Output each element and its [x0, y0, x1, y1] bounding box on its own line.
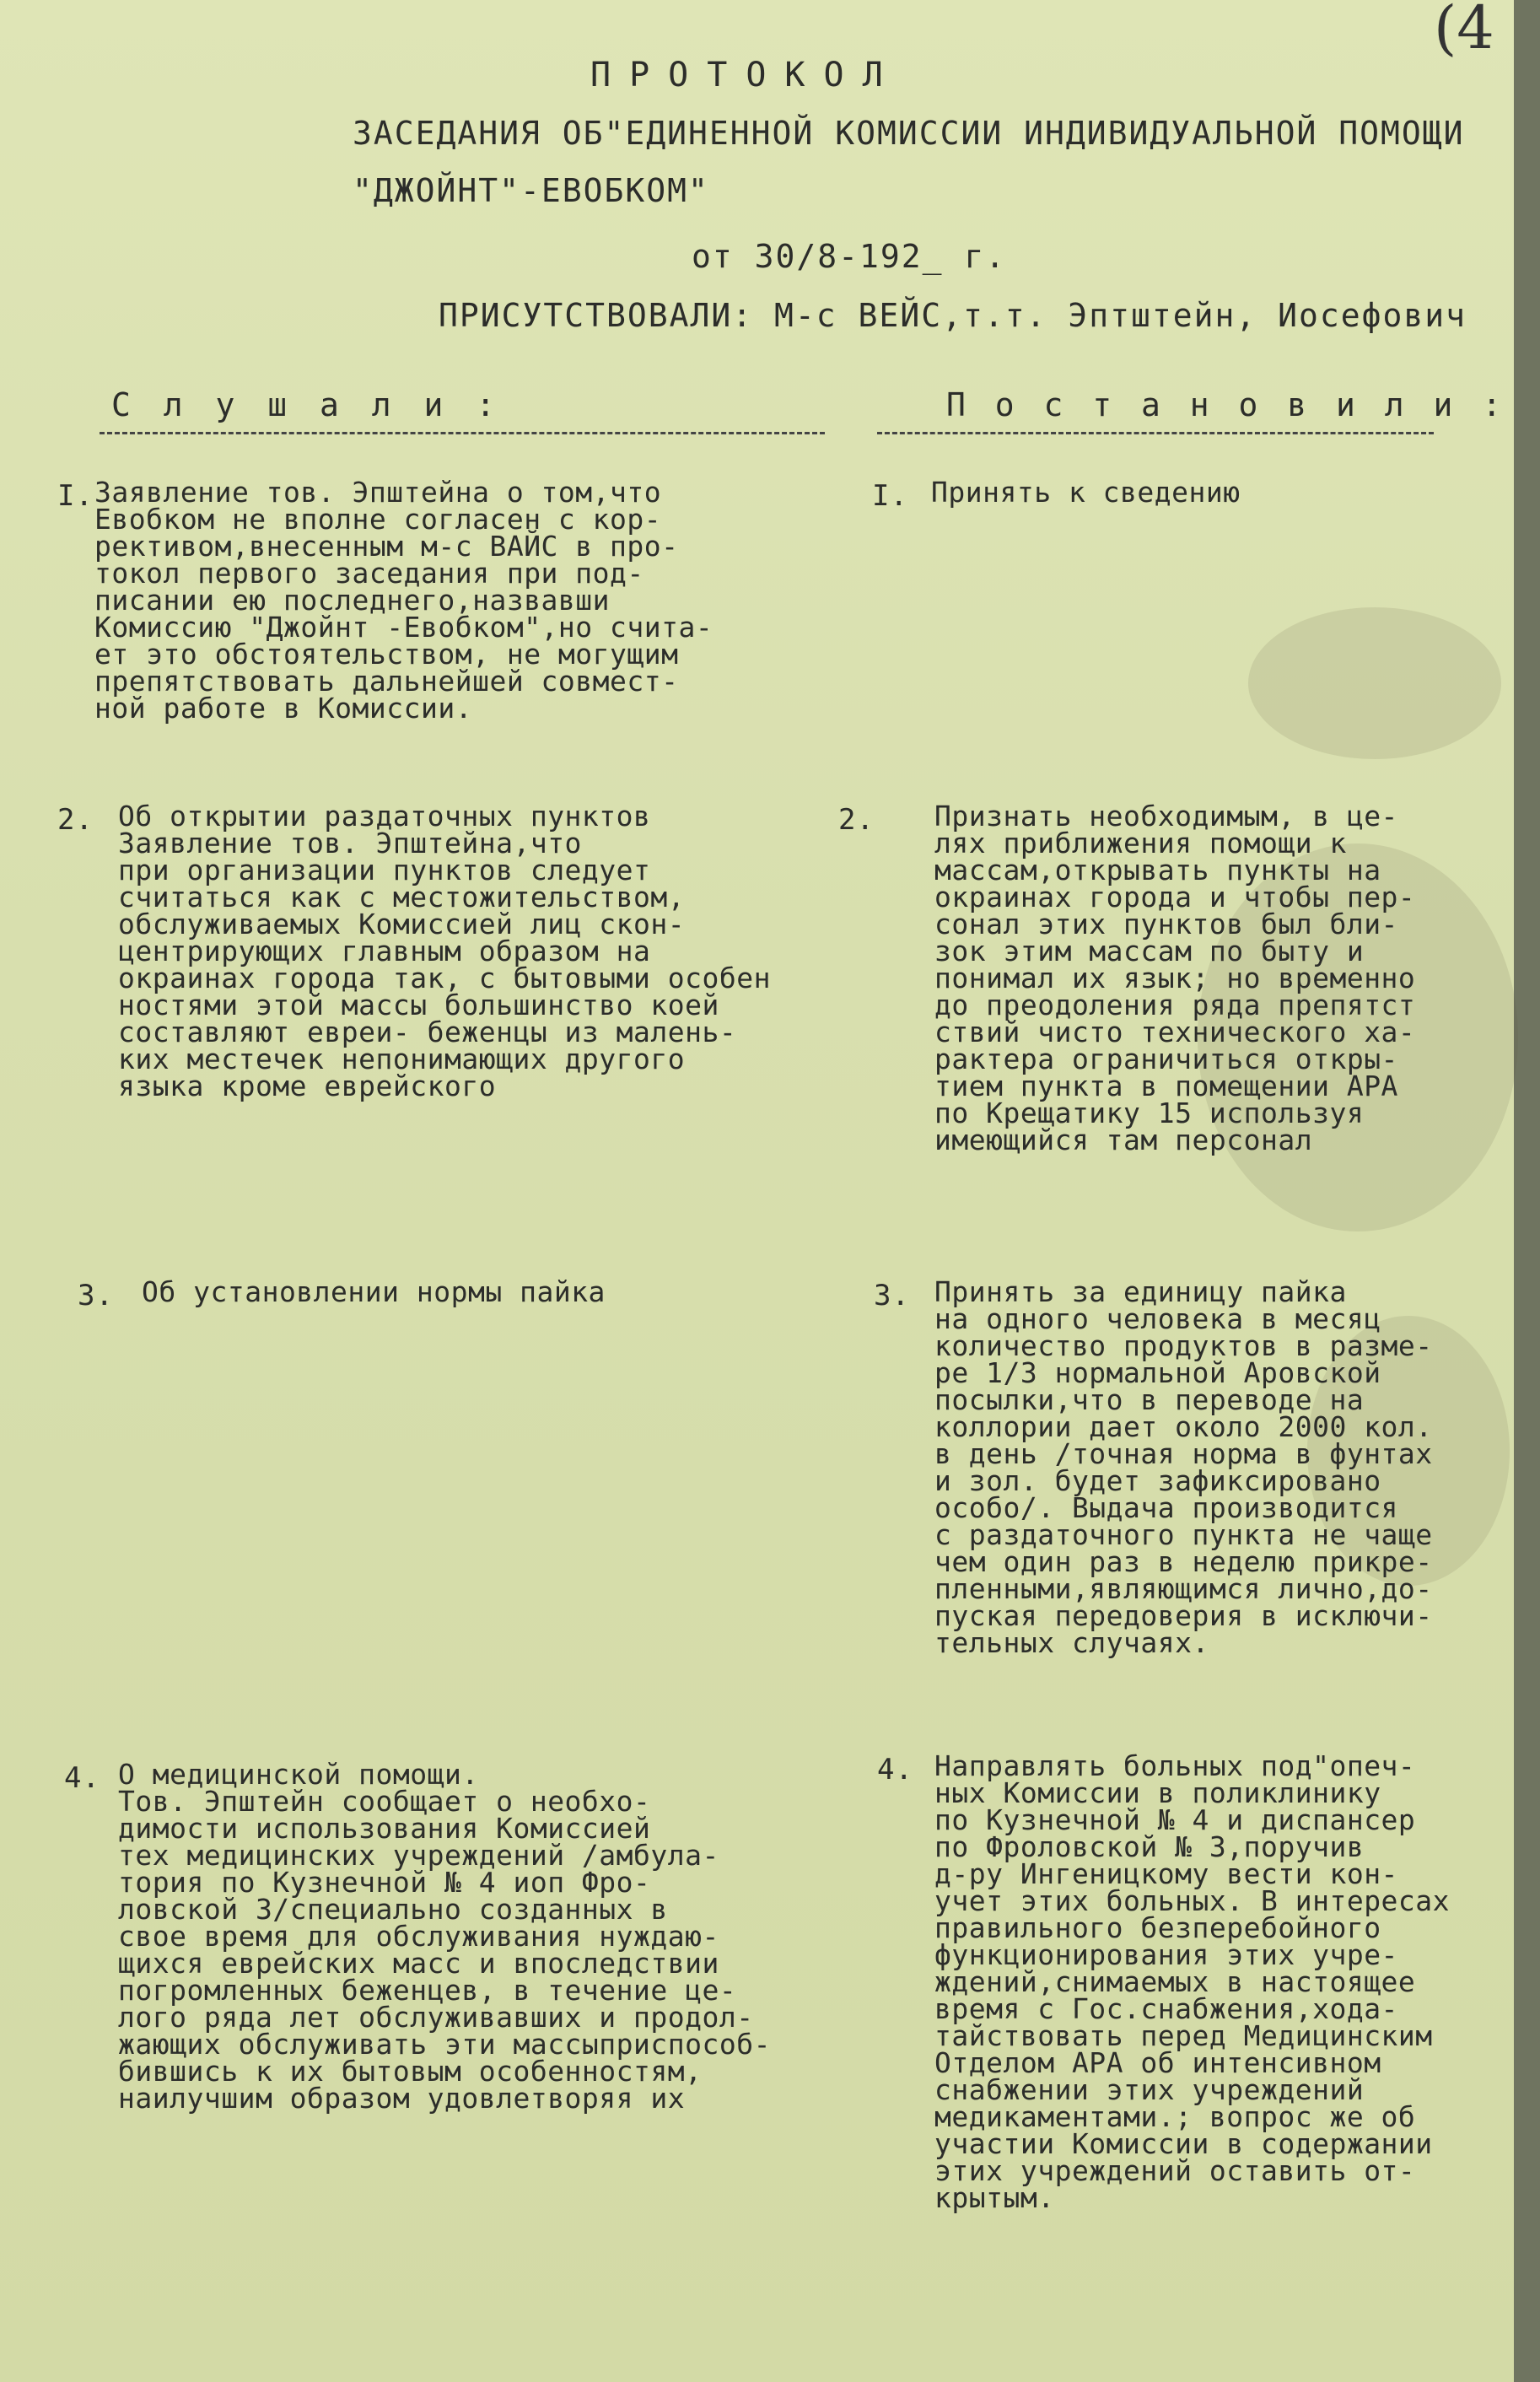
divider-right [877, 432, 1434, 434]
document-title: ПРОТОКОЛ [590, 56, 902, 94]
attendees: ПРИСУТСТВОВАЛИ: М-с ВЕЙС,т.т. Эптштейн, Иосефович [439, 297, 1467, 334]
item-number: 3. [78, 1279, 114, 1312]
folio-number: (4 [1434, 0, 1494, 62]
meeting-date: от 30/8-192_ г. [692, 238, 1007, 275]
resolved-number: 4. [877, 1753, 913, 1786]
resolved-number: 2. [838, 803, 875, 837]
divider-left [100, 432, 825, 434]
ink-stain [1248, 607, 1501, 759]
resolved-number: 3. [874, 1279, 910, 1312]
item-number: 2. [57, 803, 94, 837]
resolved-text: Принять за единицу пайка на одного человека в месяц количество продуктов в разме- ре 1/3 нормальной Аровской посылки,что в переводе на коллории дает около 2000 кол. в день /точная норма в фунтах и зол. будет зафиксировано особо/. Выдача производится с раздаточного пункта не чаще чем один раз в неделю прикре- пленными,являющимся лично,до- пуская передоверия в исключи- тельных случаях. [934, 1275, 1433, 1659]
item-number: I. [57, 479, 94, 513]
heard-text: Заявление тов. Эпштейна о том,что Евобком не вполне согласен с кор- рективом,внесенным м-с ВАЙС в про- токол первого заседания при под- писании ею последнего,назвавши Комиссию "Джойнт -Евобком",но счита- ет это обстоятельством, не могущим препятствовать дальнейшей совмест- ной работе в Комиссии. [94, 476, 713, 725]
page-edge [1514, 0, 1540, 2382]
heard-text: Об установлении нормы пайка [142, 1275, 606, 1308]
column-heading-resolved: П о с т а н о в и л и : [946, 386, 1507, 423]
document-subtitle: ЗАСЕДАНИЯ ОБ"ЕДИНЕННОЙ КОМИССИИ ИНДИВИДУАЛЬНОЙ ПОМОЩИ [353, 115, 1465, 152]
heard-text: О медицинской помощи. Тов. Эпштейн сообщает о необхо- димости использования Комиссией тех медицинских учреждений /амбула- тория по Кузнечной № 4 иоп Фро- ловской 3/специально созданных в свое время для обслуживания нуждаю- щихся еврейских масс и впоследствии погромленных беженцев, в течение це- лого ряда лет обслуживавших и продол- жающих обслуживать эти массыприспособ- бившись к их бытовым особенностям, наилучшим образом удовлетворяя их [118, 1758, 771, 2115]
column-heading-heard: С л у ш а л и : [111, 386, 503, 423]
document-subtitle-line2: "ДЖОЙНТ"-ЕВОБКОМ" [353, 172, 709, 209]
resolved-text: Признать необходимым, в це- лях приближения помощи к массам,открывать пункты на окраинах города и чтобы пер- сонал этих пунктов был бли- зок этим массам по быту и понимал их язык; но временно до преодоления ряда препятст ствий чисто технического ха- рактера ограничиться откры- тием пункта в помещении АРА по Крещатику 15 используя имеющийся там персонал [934, 800, 1416, 1156]
resolved-text: Направлять больных под"опеч- ных Комиссии в поликлинику по Кузнечной № 4 и диспансер по Фроловской № 3,поручив д-ру Ингеницкому вести кон- учет этих больных. В интересах правильного безперебойного функционирования этих учре- ждений,снимаемых в настоящее время с Гос.снабжения,хода- тайствовать перед Медицинским Отделом АРА об интенсивном снабжении этих учреждений медикаментами.; вопрос же об участии Комиссии в содержании этих учреждений оставить от- крытым. [934, 1749, 1451, 2214]
resolved-text: Принять к сведению [931, 476, 1241, 509]
resolved-number: I. [872, 479, 908, 513]
item-number: 4. [64, 1761, 100, 1795]
heard-text: Об открытии раздаточных пунктов Заявление тов. Эпштейна,что при организации пунктов следует считаться как с местожительством, обслуживаемых Комиссией лиц скон- центрирующих главным образом на окраинах города так, с бытовыми особен ностями этой массы большинство коей составляют евреи- беженцы из малень- ких местечек непонимающих другого языка кроме еврейского [118, 800, 771, 1102]
